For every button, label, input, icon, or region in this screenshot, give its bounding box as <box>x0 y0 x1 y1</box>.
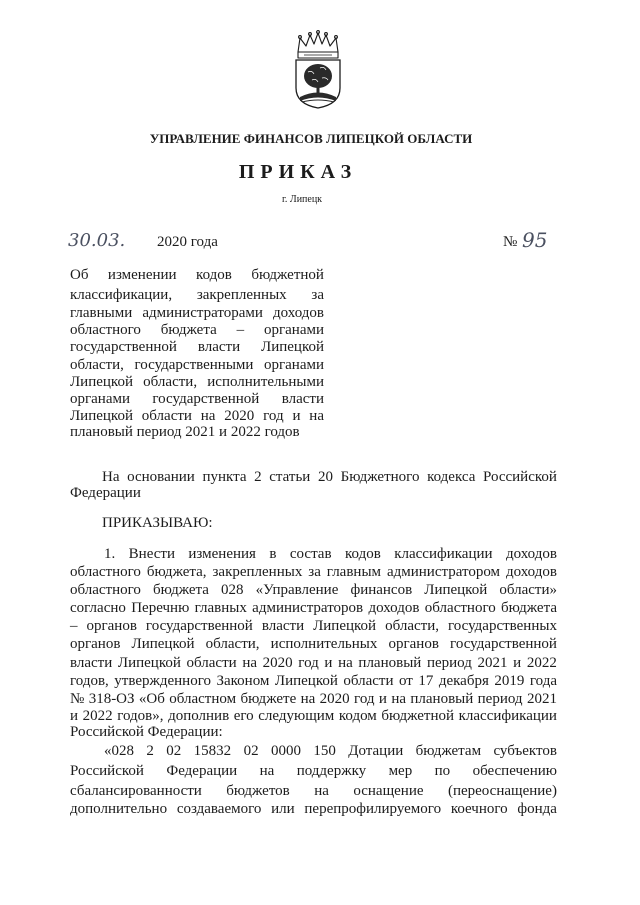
word: за <box>311 287 324 303</box>
word: в <box>269 546 277 562</box>
subject-line: плановый период 2021 и 2022 годов <box>70 424 300 440</box>
word: исполнительных <box>270 636 378 652</box>
coat-of-arms-icon <box>290 30 346 110</box>
word: годов, <box>70 673 109 689</box>
word: Дотации <box>348 743 404 759</box>
quote-line <box>70 800 557 818</box>
word: 2022 <box>526 655 557 671</box>
subject-line <box>70 338 324 356</box>
word: 15832 <box>193 743 232 759</box>
word: 0000 <box>270 743 301 759</box>
word: на <box>338 655 353 671</box>
word: органов <box>86 618 137 634</box>
word: изменения <box>188 546 256 562</box>
word: создаваемого <box>176 801 262 817</box>
word: следующим <box>258 708 335 724</box>
number-sign: № <box>503 234 518 250</box>
word: главным <box>326 564 382 580</box>
word: Перечню <box>131 600 190 616</box>
command-heading: ПРИКАЗЫВАЮ: <box>102 515 213 531</box>
word: годов», <box>117 708 164 724</box>
word: оснащение <box>353 783 424 799</box>
word: его <box>233 708 254 724</box>
word: Российской <box>70 763 144 779</box>
word: Липецкой <box>274 673 338 689</box>
word: 20 <box>317 469 333 485</box>
word: власти <box>197 339 241 355</box>
word: органами <box>70 391 131 407</box>
word: государственной <box>450 636 557 652</box>
word: На <box>102 469 120 485</box>
word: обеспечению <box>472 763 557 779</box>
word: власти <box>261 618 305 634</box>
document-type-title: ПРИКАЗ <box>238 161 358 183</box>
subject-line <box>70 321 324 339</box>
word: «028 <box>104 743 134 759</box>
word: государственных <box>447 618 557 634</box>
word: бюджетной <box>381 708 455 724</box>
word: 2021 <box>477 655 508 671</box>
word: закрепленных <box>196 287 287 303</box>
quote-line <box>70 782 557 800</box>
word: от <box>399 673 413 689</box>
word: области, <box>385 618 439 634</box>
word: по <box>434 763 451 779</box>
word: главных <box>194 600 247 616</box>
word: доходов <box>368 600 420 616</box>
word: 02 <box>166 743 182 759</box>
word: на <box>391 691 406 707</box>
word: органов <box>70 636 121 652</box>
word: дополнительно <box>70 801 168 817</box>
word: год <box>298 655 319 671</box>
word: и <box>324 655 333 671</box>
word: бюджета, <box>146 564 207 580</box>
word: № <box>70 691 85 707</box>
subject-line <box>70 390 324 408</box>
word: 2 <box>254 469 262 485</box>
word: кодов <box>196 267 232 283</box>
item-line <box>70 599 557 617</box>
word: и <box>513 655 522 671</box>
word: состав <box>289 546 332 562</box>
word: областного <box>70 564 141 580</box>
word: поддержку <box>296 763 367 779</box>
word: на <box>314 783 329 799</box>
word: пункта <box>202 469 247 485</box>
word: классификации <box>394 546 493 562</box>
word: и <box>292 408 301 424</box>
word: доходов <box>505 546 557 562</box>
word: Законом <box>216 673 270 689</box>
quote-line <box>104 742 557 760</box>
city-label: г. Липецк <box>281 194 323 205</box>
item-line <box>70 635 557 653</box>
word: области, <box>143 374 198 390</box>
preamble-line: Федерации <box>70 485 141 501</box>
word: плановый <box>358 655 422 671</box>
word: Липецкой <box>313 618 377 634</box>
word: власти <box>281 391 324 407</box>
word: 318-ОЗ <box>88 691 135 707</box>
word: области <box>343 673 394 689</box>
subject-line <box>70 373 324 391</box>
word: или <box>271 801 295 817</box>
word: областного <box>424 600 496 616</box>
word: Липецкой <box>261 339 324 355</box>
word: администраторами <box>142 305 263 321</box>
word: бюджета <box>501 600 557 616</box>
word: доходов <box>273 305 324 321</box>
word: и <box>378 691 387 707</box>
subject-line <box>70 266 324 284</box>
word: изменении <box>107 267 177 283</box>
item-line <box>104 545 557 563</box>
item-line <box>70 690 557 708</box>
word: мер <box>388 763 413 779</box>
subject-line <box>70 286 324 304</box>
word: Липецкой <box>117 655 181 671</box>
word: на <box>242 655 258 671</box>
word: – <box>236 322 245 338</box>
word: коечного <box>450 801 508 817</box>
word: органами <box>263 322 324 338</box>
word: период <box>426 655 472 671</box>
word: бюджета <box>160 322 217 338</box>
word: администраторов <box>252 600 364 616</box>
word: бюджетной <box>251 267 324 283</box>
item-line: Российской Федерации: <box>70 724 223 740</box>
word: Липецкой <box>131 636 195 652</box>
word: закрепленных <box>212 564 303 580</box>
word: на <box>200 408 216 424</box>
word: на <box>309 408 324 424</box>
word: области, <box>70 357 124 373</box>
word: области <box>186 655 237 671</box>
word: администратором <box>386 564 501 580</box>
word: области» <box>499 582 557 598</box>
word: за <box>308 564 321 580</box>
word: Липецкой <box>70 374 133 390</box>
word: государственной <box>70 339 177 355</box>
word: бюджета <box>153 582 209 598</box>
crown <box>298 31 338 58</box>
word: 2021 <box>526 691 557 707</box>
word: государственными <box>134 357 254 373</box>
word: 150 <box>313 743 336 759</box>
word: Внести <box>128 546 175 562</box>
item-line <box>70 617 557 635</box>
word: сбалансированности <box>70 783 202 799</box>
word: статьи <box>269 469 311 485</box>
word: (переоснащение) <box>447 783 557 799</box>
word: кодом <box>338 708 377 724</box>
item-line <box>70 581 557 599</box>
word: кодекса <box>427 469 476 485</box>
word: декабря <box>438 673 489 689</box>
subject-line <box>70 304 324 322</box>
word: Липецкой <box>424 582 488 598</box>
year-label: 2020 года <box>157 234 218 250</box>
word: областном <box>169 691 237 707</box>
item-line <box>70 563 557 581</box>
word: перепрофилируемого <box>304 801 442 817</box>
word: области, <box>205 636 260 652</box>
word: 2020 <box>319 691 350 707</box>
word: областного <box>70 322 141 338</box>
word: – <box>70 618 78 634</box>
word: год <box>263 408 284 424</box>
word: органами <box>263 357 324 373</box>
word: органов <box>388 636 439 652</box>
word: 2019 <box>494 673 525 689</box>
word: Федерации <box>166 763 238 779</box>
word: на <box>259 763 275 779</box>
item-line <box>70 654 557 672</box>
word: фонда <box>517 801 557 817</box>
word: на <box>300 691 316 707</box>
word: «Об <box>138 691 165 707</box>
word: период <box>477 691 523 707</box>
handwritten-number: 95 <box>522 228 548 252</box>
word: согласно <box>70 600 126 616</box>
word: «Управление <box>255 582 339 598</box>
word: основании <box>127 469 195 485</box>
word: главными <box>70 305 133 321</box>
word: 028 <box>221 582 244 598</box>
word: 02 <box>243 743 259 759</box>
quote-line <box>70 762 557 780</box>
word: государственной <box>152 391 260 407</box>
word: доходов <box>505 564 557 580</box>
word: власти <box>70 655 113 671</box>
word: Об <box>70 267 89 283</box>
word: классификации <box>458 708 557 724</box>
word: 1. <box>104 546 116 562</box>
word: плановый <box>410 691 474 707</box>
word: дополнив <box>168 708 230 724</box>
word: 2020 <box>262 655 293 671</box>
word: государственной <box>145 618 253 634</box>
word: 2020 <box>224 408 255 424</box>
word: 2022 <box>82 708 113 724</box>
preamble-line <box>102 468 557 486</box>
word: года <box>529 673 557 689</box>
word: утвержденного <box>114 673 211 689</box>
word: 17 <box>418 673 434 689</box>
word: кодов <box>344 546 381 562</box>
word: бюджете <box>240 691 297 707</box>
word: исполнительными <box>207 374 324 390</box>
word: классификации, <box>70 287 173 303</box>
word: Липецкой <box>70 408 133 424</box>
word: Российской <box>483 469 557 485</box>
word: бюджетам <box>415 743 482 759</box>
word: области <box>141 408 192 424</box>
word: финансов <box>350 582 413 598</box>
word: бюджетов <box>226 783 290 799</box>
organization-name: УПРАВЛЕНИЕ ФИНАНСОВ ЛИПЕЦКОЙ ОБЛАСТИ <box>149 131 473 146</box>
subject-line <box>70 356 324 374</box>
handwritten-date: 30.03. <box>68 230 126 251</box>
word: и <box>70 708 79 724</box>
word: Бюджетного <box>340 469 420 485</box>
word: областного <box>70 582 141 598</box>
item-line <box>70 672 557 690</box>
word: год <box>354 691 375 707</box>
word: субъектов <box>493 743 557 759</box>
word: 2 <box>146 743 154 759</box>
